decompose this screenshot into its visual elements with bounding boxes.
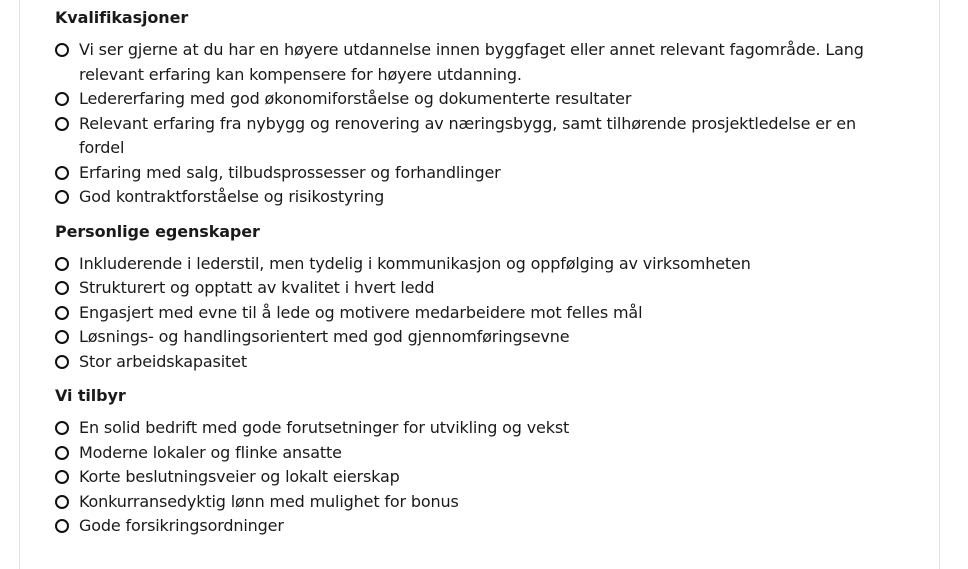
list-item <box>55 325 895 350</box>
list-item-text: Gode forsikringsordninger <box>79 516 284 535</box>
list-item-text: Relevant erfaring fra nybygg og renovering av næringsbygg, samt tilhørende prosjektledelse er en fordel <box>79 113 856 157</box>
circle-outline-icon <box>55 519 69 533</box>
circle-outline-icon <box>55 330 69 344</box>
personal-qualities-list <box>55 252 895 375</box>
circle-outline-icon <box>55 306 69 320</box>
list-item <box>55 38 895 87</box>
list-item <box>55 252 895 277</box>
list-item <box>55 490 895 515</box>
qualifications-list <box>55 38 895 210</box>
list-item <box>55 185 895 210</box>
list-item <box>55 276 895 301</box>
offer-list <box>55 416 895 539</box>
section-personlige-egenskaper <box>55 220 895 375</box>
list-item <box>55 301 895 326</box>
circle-outline-icon <box>55 281 69 295</box>
list-item-text: Løsnings- og handlingsorientert med god gjennomføringsevne <box>79 327 570 346</box>
section-kvalifikasjoner <box>55 6 895 210</box>
circle-outline-icon <box>55 92 69 106</box>
list-item-text: Vi ser gjerne at du har en høyere utdannelse innen byggfaget eller annet relevant fagområde. Lang relevant erfaring kan kompensere for høyere utdanning. <box>79 40 864 84</box>
circle-outline-icon <box>55 421 69 435</box>
list-item-text: Moderne lokaler og flinke ansatte <box>79 442 342 462</box>
job-description <box>55 6 895 549</box>
circle-outline-icon <box>55 446 69 460</box>
section-title: Vi tilbyr <box>55 386 126 405</box>
list-item <box>55 350 895 375</box>
list-item-text: Engasjert med evne til å lede og motivere medarbeidere mot felles mål <box>79 302 643 322</box>
list-item-text: Ledererfaring med god økonomiforståelse og dokumenterte resultater <box>79 89 632 108</box>
list-item <box>55 514 895 539</box>
circle-outline-icon <box>55 117 69 131</box>
circle-outline-icon <box>55 355 69 369</box>
list-item-text: God kontraktforståelse og risikostyring <box>79 187 385 206</box>
list-item <box>55 416 895 441</box>
section-title: Kvalifikasjoner <box>55 8 189 27</box>
list-item-text: Strukturert og opptatt av kvalitet i hvert ledd <box>79 278 435 297</box>
circle-outline-icon <box>55 190 69 204</box>
section-title: Personlige egenskaper <box>55 221 260 241</box>
list-item <box>55 161 895 186</box>
list-item-text: Stor arbeidskapasitet <box>79 351 247 371</box>
list-item <box>55 87 895 112</box>
list-item <box>55 441 895 466</box>
list-item-text: Erfaring med salg, tilbudsprossesser og forhandlinger <box>79 162 501 182</box>
list-item-text: Inkluderende i lederstil, men tydelig i kommunikasjon og oppfølging av virksomheten <box>79 253 751 273</box>
circle-outline-icon <box>55 470 69 484</box>
section-vi-tilbyr <box>55 384 895 539</box>
list-item-text: Korte beslutningsveier og lokalt eierskap <box>79 467 400 486</box>
list-item-text: Konkurransedyktig lønn med mulighet for bonus <box>79 491 459 511</box>
list-item <box>55 112 895 161</box>
list-item <box>55 465 895 490</box>
circle-outline-icon <box>55 495 69 509</box>
circle-outline-icon <box>55 43 69 57</box>
circle-outline-icon <box>55 166 69 180</box>
list-item-text: En solid bedrift med gode forutsetninger for utvikling og vekst <box>79 418 570 437</box>
circle-outline-icon <box>55 257 69 271</box>
